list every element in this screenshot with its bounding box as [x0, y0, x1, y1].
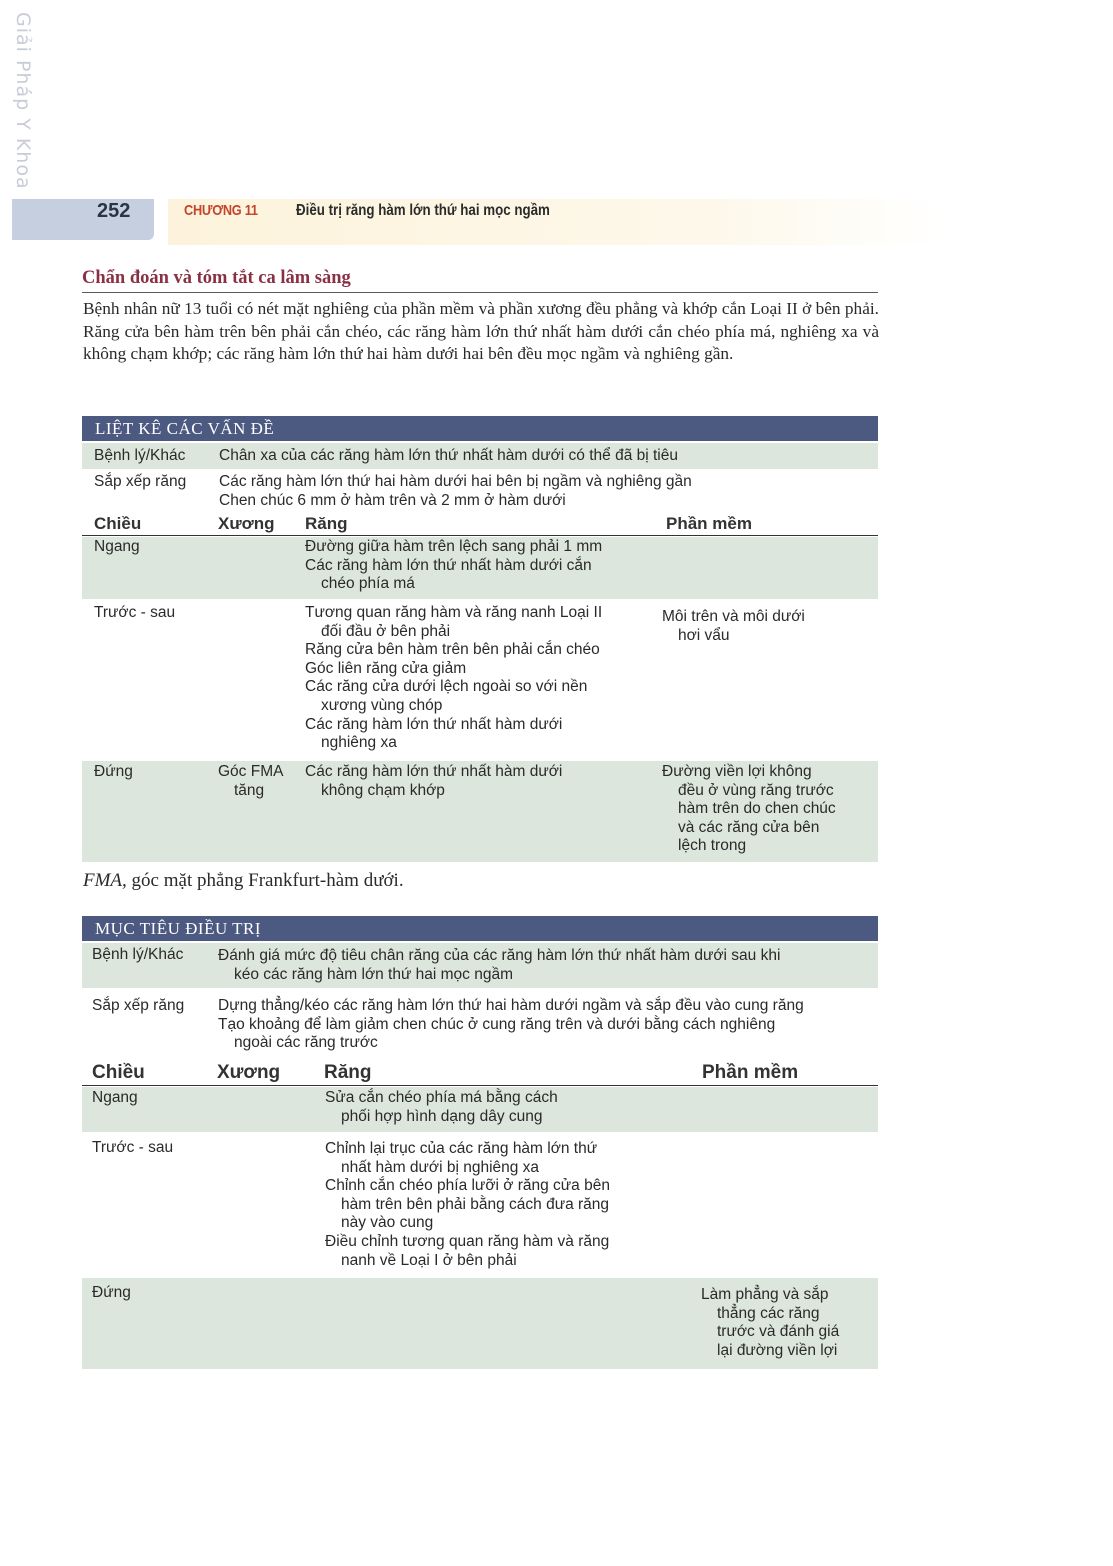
cell-line: xương vùng chóp [321, 696, 443, 714]
cell-line: chéo phía má [321, 575, 415, 593]
soft-tissue-cell [662, 763, 836, 856]
page-number: 252 [97, 200, 131, 222]
page-number-tab [12, 199, 154, 240]
column-header-dimension: Chiều [94, 514, 142, 533]
row-label: Bệnh lý/Khác [92, 946, 184, 963]
dimension-cell: Ngang [94, 538, 140, 555]
cell-line: Góc liên răng cửa giảm [305, 659, 467, 677]
cell-line: Chỉnh lại trục của các răng hàm lớn thứ [325, 1140, 598, 1157]
soft-tissue-cell [662, 608, 805, 645]
dimension-cell: Trước - sau [92, 1139, 174, 1156]
cell-line: nanh về Loại I ở bên phải [341, 1251, 517, 1269]
column-header-skeletal: Xương [217, 1062, 281, 1083]
chapter-title: Điều trị răng hàm lớn thứ hai mọc ngầm [296, 202, 550, 219]
problem-alignment-row [82, 471, 878, 513]
cell-line: hơi vẩu [678, 626, 730, 644]
cell-line: phối hợp hình dạng dây cung [341, 1107, 543, 1125]
cell-line: đều ở vùng răng trước [678, 781, 834, 799]
dimension-cell: Ngang [92, 1089, 138, 1106]
cell-line: Góc FMA [218, 763, 284, 780]
column-header-dental: Răng [324, 1062, 372, 1083]
column-header-dimension: Chiều [92, 1062, 145, 1083]
cell-line: Răng cửa bên hàm trên bên phải cắn chéo [305, 641, 600, 659]
dental-cell [325, 1089, 558, 1126]
row-text: Chân xa của các răng hàm lớn thứ nhất hàm dưới có thể đã bị tiêu [219, 447, 678, 464]
goals-pathology-row [82, 943, 878, 988]
cell-line: Đường viền lợi không [662, 763, 812, 780]
skeletal-cell [218, 763, 283, 800]
cell-line: hàm trên bên phải bằng cách đưa răng [341, 1195, 610, 1213]
problem-row-vertical [82, 761, 878, 862]
column-header-soft-tissue: Phần mềm [702, 1062, 799, 1083]
goals-row-anteroposterior [82, 1137, 878, 1275]
section-rule [82, 292, 878, 293]
dental-cell [325, 1140, 610, 1270]
dental-cell [305, 604, 602, 753]
row-line: kéo các răng hàm lớn thứ hai mọc ngầm [234, 965, 514, 983]
cell-line: Chỉnh cắn chéo phía lưỡi ở răng cửa bên [325, 1177, 610, 1195]
problem-pathology-row [82, 443, 878, 469]
cell-line: trước và đánh giá [717, 1323, 840, 1341]
fma-definition: góc mặt phẳng Frankfurt-hàm dưới. [126, 870, 404, 891]
column-header-soft-tissue: Phần mềm [666, 514, 752, 533]
row-line: Chen chúc 6 mm ở hàm trên và 2 mm ở hàm dưới [219, 491, 566, 509]
row-label: Sắp xếp răng [92, 997, 185, 1014]
cell-line: thẳng các răng [717, 1304, 820, 1322]
cell-line: Môi trên và môi dưới [662, 608, 805, 625]
cell-line: không chạm khớp [321, 781, 445, 799]
column-header-skeletal: Xương [218, 514, 275, 533]
dimension-cell: Đứng [92, 1284, 131, 1301]
cell-line: Đường giữa hàm trên lệch sang phải 1 mm [305, 538, 603, 555]
row-line: Các răng hàm lớn thứ hai hàm dưới hai bên bị ngầm và nghiêng gần [219, 473, 692, 490]
cell-line: lại đường viền lợi [717, 1341, 838, 1359]
cell-line: lệch trong [678, 837, 747, 855]
cell-line: Sửa cắn chéo phía má bằng cách [325, 1089, 558, 1106]
cell-line: Làm phẳng và sắp [701, 1286, 829, 1303]
cell-line: và các răng cửa bên [678, 818, 820, 836]
goals-alignment-row [82, 994, 878, 1056]
row-line: ngoài các răng trước [234, 1034, 378, 1052]
cell-line: nghiêng xa [321, 734, 397, 752]
watermark-text: Giải Pháp Y Khoa [12, 12, 34, 190]
dimension-cell: Trước - sau [94, 604, 176, 621]
row-label: Bệnh lý/Khác [94, 447, 186, 464]
fma-footnote [83, 870, 404, 892]
goals-row-vertical [82, 1278, 878, 1369]
cell-line: hàm trên do chen chúc [678, 800, 836, 818]
cell-line: này vào cung [341, 1214, 434, 1232]
cell-line: nhất hàm dưới bị nghiêng xa [341, 1158, 540, 1176]
fma-abbreviation: FMA, [83, 870, 127, 891]
row-label: Sắp xếp răng [94, 473, 187, 490]
cell-line: Các răng hàm lớn thứ nhất hàm dưới [305, 715, 563, 733]
cell-line: đối đầu ở bên phải [321, 622, 451, 640]
row-line: Tạo khoảng để làm giảm chen chúc ở cung răng trên và dưới bằng cách nghiêng [218, 1015, 776, 1033]
dimension-cell: Đứng [94, 763, 133, 780]
row-line: Dựng thẳng/kéo các răng hàm lớn thứ hai hàm dưới ngầm và sắp đều vào cung răng [218, 997, 804, 1014]
cell-line: Điều chỉnh tương quan răng hàm và răng [325, 1232, 610, 1250]
problem-row-transverse [82, 537, 878, 599]
soft-tissue-cell [701, 1286, 839, 1360]
cell-line: Các răng cửa dưới lệch ngoài so với nền [305, 678, 588, 696]
row-lines [218, 997, 804, 1053]
column-header-rule [82, 1085, 878, 1086]
treatment-goals-heading: MỤC TIÊU ĐIỀU TRỊ [82, 916, 878, 941]
goals-row-transverse [82, 1087, 878, 1132]
column-header-rule [82, 535, 878, 536]
dental-cell [305, 763, 562, 800]
column-header-dental: Răng [305, 514, 348, 533]
cell-line: Các răng hàm lớn thứ nhất hàm dưới [305, 763, 563, 780]
problem-row-anteroposterior [82, 602, 878, 758]
header-band [168, 199, 940, 245]
cell-line: tăng [234, 781, 265, 799]
problem-list-heading: LIỆT KÊ CÁC VẤN ĐỀ [82, 416, 878, 441]
dental-cell [305, 538, 602, 594]
section-title: Chẩn đoán và tóm tắt ca lâm sàng [82, 268, 351, 288]
chapter-label: CHƯƠNG 11 [184, 202, 258, 219]
row-lines [219, 473, 692, 510]
cell-line: Các răng hàm lớn thứ nhất hàm dưới cắn [305, 556, 592, 574]
cell-line: Tương quan răng hàm và răng nanh Loại II [305, 604, 603, 621]
case-summary-paragraph: Bệnh nhân nữ 13 tuổi có nét mặt nghiêng của phần mềm và phần xương đều phẳng và khớp cắn Loại II ở bên phải. Răng cửa bên hàm trên bên phải cắn chéo, các răng hàm lớn thứ nhất hàm dưới cắn chéo phía má, nghiêng xa và không chạm khớp; các răng hàm lớn thứ hai hàm dưới hai bên đều mọc ngầm và nghiêng gần. [83, 299, 879, 364]
row-line: Đánh giá mức độ tiêu chân răng của các răng hàm lớn thứ nhất hàm dưới sau khi [218, 947, 781, 964]
row-lines [218, 947, 780, 984]
